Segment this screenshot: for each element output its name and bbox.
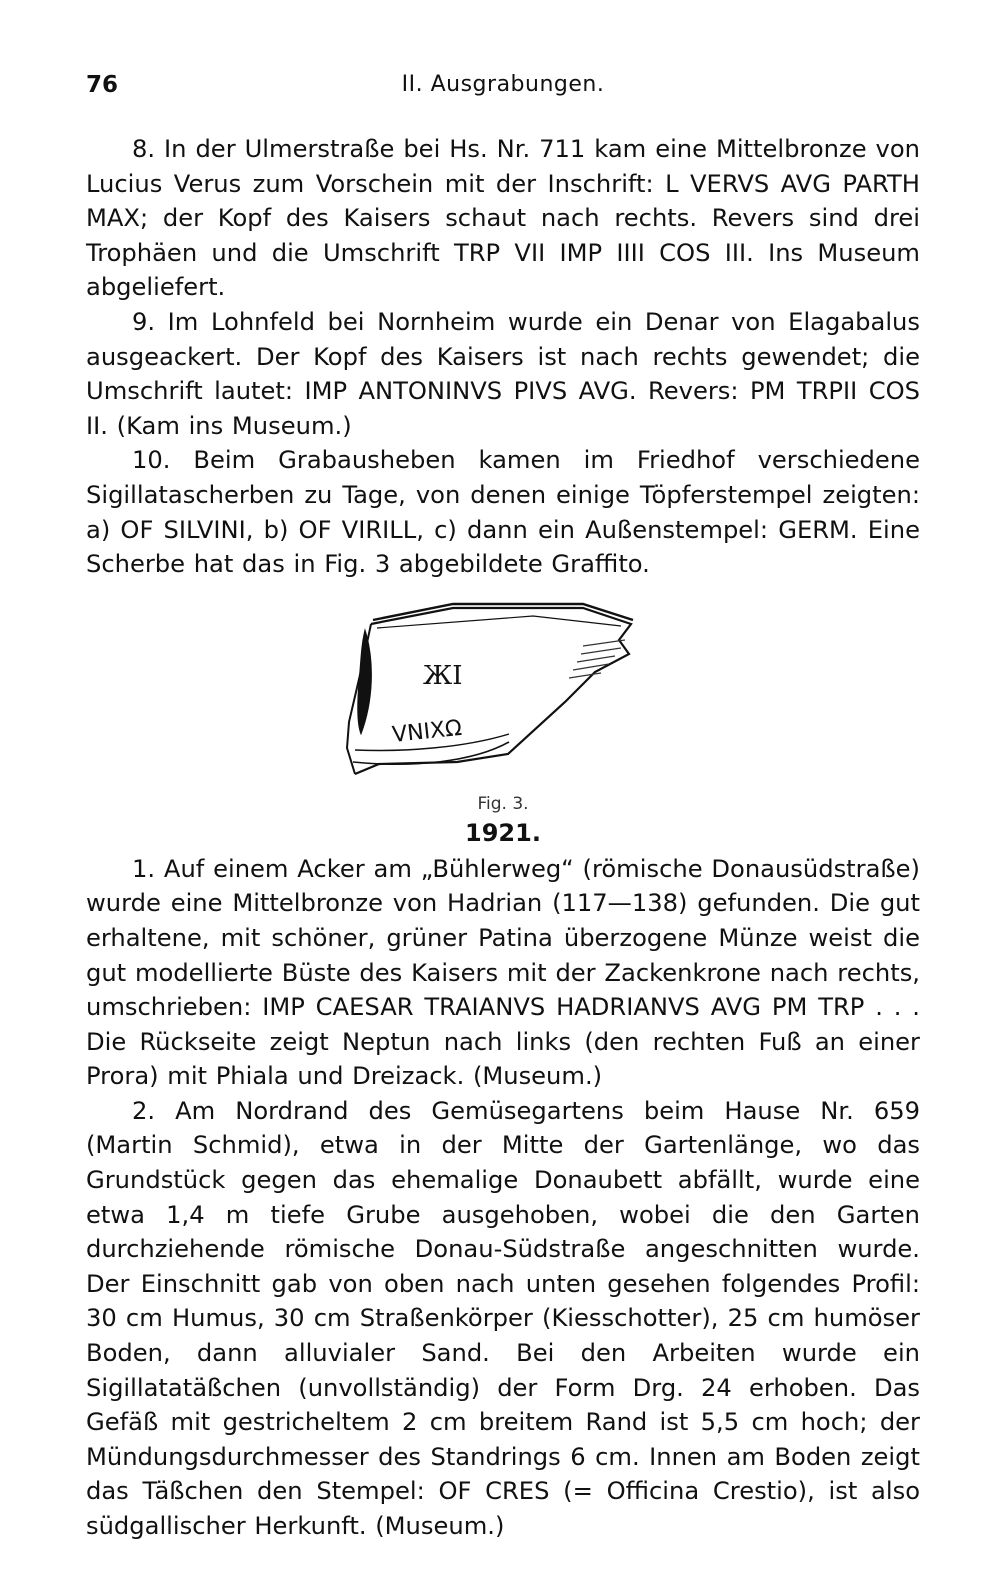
graffito-inscription: VNIXΩ <box>391 715 464 748</box>
year-heading: 1921. <box>465 818 541 847</box>
paragraph-9: 9. Im Lohnfeld bei Nornheim wurde ein Denar von Elagabalus ausgeackert. Der Kopf des Kaisers ist nach rechts gewendet; die Umschrift lautet: IMP ANTONINVS PIVS AVG. Revers: PM TRPII COS II. (Kam ins Museum.) <box>86 307 920 440</box>
paragraph-10: 10. Beim Grabausheben kamen im Friedhof verschiedene Sigillatascherben zu Tage, von denen einige Töpferstempel zeigten: a) OF SILVINI, b) OF VIRILL, c) dann ein Außenstempel: GERM. Eine Scherbe hat das in Fig. 3 abgebildete Graffito. <box>86 446 920 579</box>
paragraph-1921-2: 2. Am Nordrand des Gemüsegartens beim Hause Nr. 659 (Martin Schmid), etwa in der Mitte der Gartenlänge, wo das Grundstück gegen das ehemalige Donaubett abfällt, wurde eine etwa 1,4 m tiefe Grube ausgehoben, wobei die den Garten durchziehende römische Donau-Südstraße angeschnitten wurde. Der Einschnitt gab von oben nach unten gesehen folgendes Profil: 30 cm Humus, 30 cm Straßenkörper (Kiesschotter), 25 cm humöser Boden, dann alluvialer Sand. Bei den Arbeiten wurde ein Sigillatatäßchen (unvollständig) der Form Drg. 24 erhoben. Das Gefäß mit gestricheltem 2 cm breitem Rand ist 5,5 cm hoch; der Mündungsdurchmesser des Standrings 6 cm. Innen am Boden zeigt das Täßchen den Stempel: OF CRES (= Officina Crestio), ist also südgallischer Herkunft. (Museum.) <box>86 1096 920 1540</box>
paragraph-1921-1: 1. Auf einem Acker am „Bühlerweg“ (römische Donausüdstraße) wurde eine Mittelbronze von Hadrian (117—138) gefunden. Die gut erhaltene, mit schöner, grüner Patina überzogene Münze weist die gut modellierte Büste des Kaisers mit der Zackenkrone nach rechts, umschrieben: IMP CAESAR TRAIANVS HADRIANVS AVG PM TRP . . . Die Rückseite zeigt Neptun nach links (den rechten Fuß an einer Prora) mit Phiala und Dreizack. (Museum.) <box>86 854 920 1091</box>
figure-3 <box>86 582 920 814</box>
page-body <box>86 132 920 1544</box>
page-header <box>86 72 920 106</box>
sherd-drawing <box>333 602 673 787</box>
graffito-marks: ЖI <box>423 660 463 691</box>
paragraph-8: 8. In der Ulmerstraße bei Hs. Nr. 711 kam eine Mittelbronze von Lucius Verus zum Vorschein mit der Inschrift: L VERVS AVG PARTH MAX; der Kopf des Kaisers schaut nach rechts. Revers sind drei Trophäen und die Umschrift TRP VII IMP IIII COS III. Ins Museum abgeliefert. <box>86 135 920 302</box>
running-head: II. Ausgrabungen. <box>401 72 605 97</box>
page-number: 76 <box>86 72 119 98</box>
figure-caption: Fig. 3. <box>477 793 529 814</box>
